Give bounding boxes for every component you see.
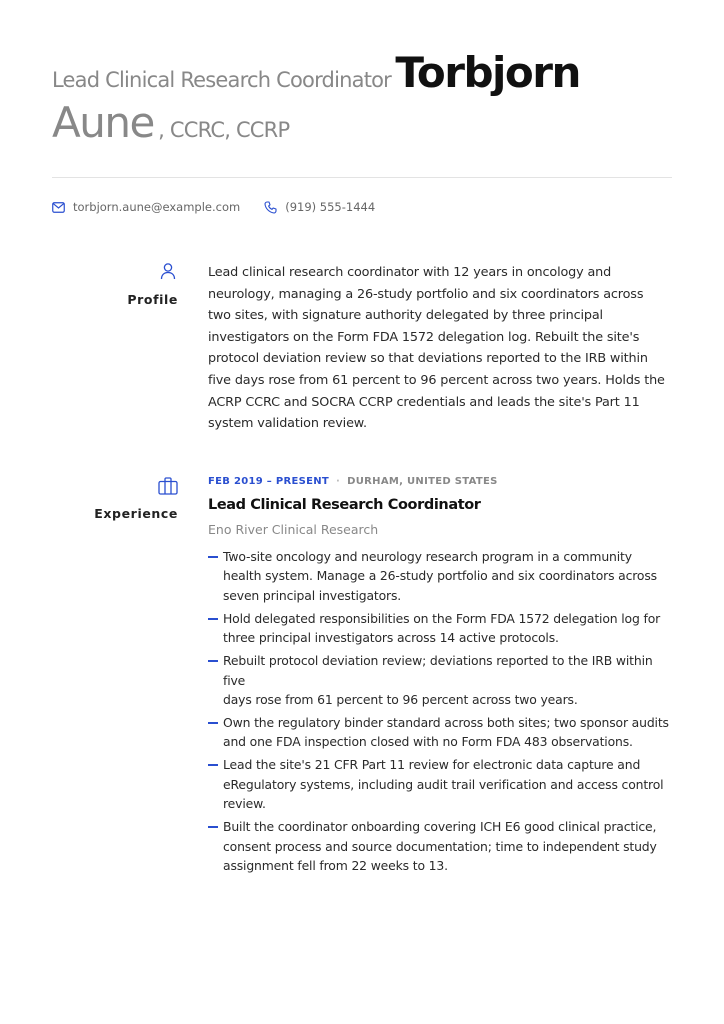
contact-email[interactable] [52, 200, 240, 214]
bullet-line: health system. Manage a 26-study portfolio and six coordinators across [223, 568, 657, 584]
header-divider [52, 177, 672, 178]
bullet-dash [208, 826, 218, 828]
profile-line: Lead clinical research coordinator with 12 years in oncology and [208, 265, 612, 280]
profile-line: protocol deviation review so that deviations reported to the IRB within [208, 351, 648, 367]
email-text[interactable]: torbjorn.aune@example.com [73, 200, 241, 214]
bullet-item [208, 755, 678, 813]
header-first-name: Torbjorn [395, 48, 580, 97]
bullet-line: Hold delegated responsibilities on the Form FDA 1572 delegation log for [223, 610, 661, 626]
bullet-line: Built the coordinator onboarding covering ICH E6 good clinical practice, [223, 819, 657, 835]
experience-bullets [208, 547, 678, 879]
job-title: Lead Clinical Research Coordinator [208, 497, 481, 513]
phone-text[interactable]: (919) 555-1444 [285, 200, 376, 214]
bullet-line: days rose from 61 percent to 96 percent across two years. [223, 692, 578, 708]
bullet-line: three principal investigators across 14 active protocols. [223, 630, 559, 646]
header-job-title: Lead Clinical Research Coordinator [52, 68, 392, 92]
bullet-line: Rebuilt protocol deviation review; deviations reported to the IRB within five [223, 653, 653, 688]
profile-summary [208, 262, 678, 435]
phone-icon [264, 201, 277, 214]
bullet-line: Own the regulatory binder standard across both sites; two sponsor audits [223, 715, 669, 731]
bullet-line: review. [223, 796, 266, 812]
contact-phone[interactable] [264, 200, 375, 214]
bullet-dash [208, 556, 218, 558]
bullet-item [208, 547, 678, 605]
bullet-dash [208, 618, 218, 620]
bullet-dash [208, 764, 218, 766]
bullet-dash [208, 722, 218, 724]
bullet-item [208, 713, 678, 752]
job-date: FEB 2019 – PRESENT [208, 476, 330, 487]
contact-row [52, 200, 399, 214]
bullet-line: Two-site oncology and neurology research program in a community [223, 549, 632, 564]
bullet-line: and one FDA inspection closed with no Form FDA 483 observations. [223, 734, 633, 750]
envelope-icon [52, 202, 65, 213]
profile-line: investigators on the Form FDA 1572 delegation log. Rebuilt the site's [208, 329, 640, 345]
bullet-line: seven principal investigators. [223, 587, 402, 603]
profile-line: five days rose from 61 percent to 96 percent across two years. Holds the [208, 372, 665, 388]
profile-line: two sites, with signature authority delegated by three principal [208, 308, 603, 324]
profile-line: system validation review. [208, 416, 367, 432]
bullet-item [208, 817, 678, 875]
experience-label: Experience [94, 506, 178, 521]
header-last-name: Aune [52, 98, 154, 147]
person-icon [159, 262, 177, 280]
profile-line: neurology, managing a 26-study portfolio and six coordinators across [208, 286, 644, 302]
profile-label: Profile [127, 292, 178, 307]
briefcase-icon [158, 477, 178, 495]
resume-header [52, 48, 672, 152]
profile-line: ACRP CCRC and SOCRA CCRP credentials and leads the site's Part 11 [208, 394, 640, 410]
bullet-dash [208, 660, 218, 662]
bullet-item [208, 651, 678, 709]
employer-name: Eno River Clinical Research [208, 522, 379, 537]
bullet-item [208, 609, 678, 648]
meta-separator-dot: · [336, 476, 341, 487]
header-credentials: , CCRC, CCRP [158, 118, 290, 142]
job-location: DURHAM, UNITED STATES [347, 476, 498, 487]
bullet-line: Lead the site's 21 CFR Part 11 review for electronic data capture and [223, 757, 641, 773]
bullet-line: assignment fell from 22 weeks to 13. [223, 858, 448, 874]
bullet-line: eRegulatory systems, including audit trail verification and access control [223, 776, 664, 792]
bullet-line: consent process and source documentation; time to independent study [223, 838, 657, 854]
job-meta [208, 476, 498, 487]
